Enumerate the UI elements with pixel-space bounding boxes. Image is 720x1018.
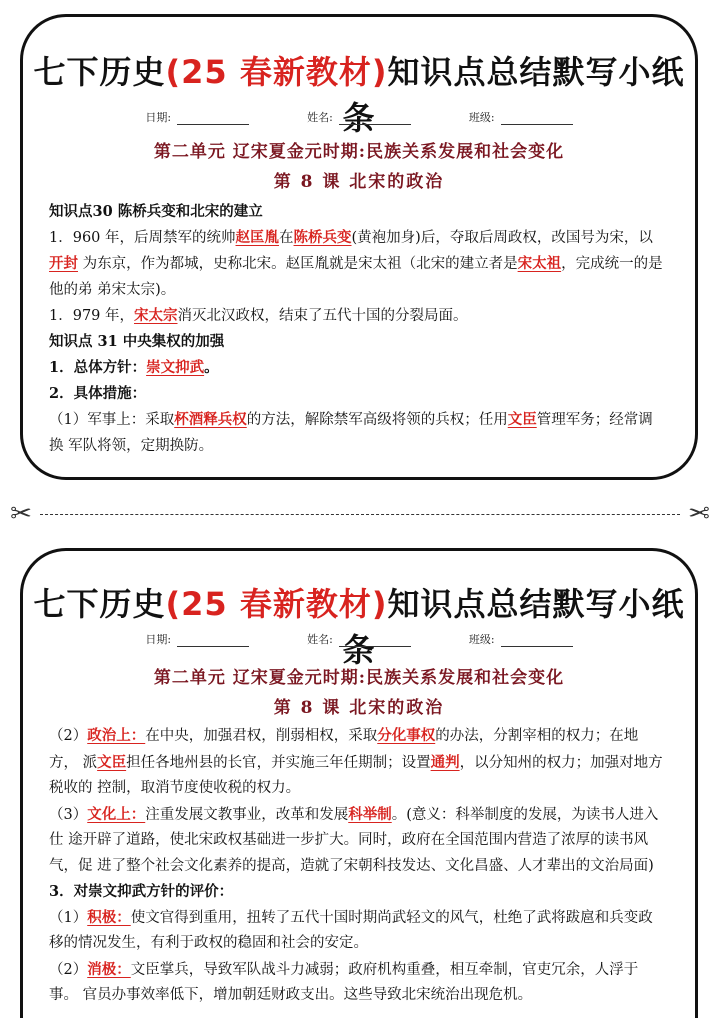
key-term: 赵匡胤 (235, 229, 280, 246)
paragraph-960: 1．960 年，后周禁军的统帅赵匡胤在陈桥兵变(黄袍加身)后，夺取后周政权，改国号为宋，以开封 为东京，作为都城，史称北宋。赵匡胤就是宋太祖（北宋的建立者是宋太祖，完成统一的是他的弟 弟宋太宗)。 (49, 229, 663, 298)
unit-heading: 第二单元 辽宋夏金元时期:民族关系发展和社会变化 (153, 668, 565, 688)
page-title (23, 47, 695, 139)
title-highlight: (25 春新教材) (165, 585, 388, 623)
paragraph-culture: （3）文化上：注重发展文教事业，改革和发展科举制。(意义：科举制度的发展，为读书人进入仕 途开辟了道路，使北宋政权基础进一步扩大。同时，政府在全国范围内营造了浓厚的读书风气，促 进了整个社会文化素养的提高，造就了宋朝科技发达、文化昌盛、人才辈出的文治局面) (49, 805, 659, 874)
key-term: 文臣 (97, 753, 127, 771)
lesson-heading: 第 8 课 北宋的政治 (273, 698, 445, 718)
page-title (23, 579, 695, 671)
date-field: 日期: (145, 109, 249, 125)
paragraph-measures: 2．具体措施： (49, 385, 147, 402)
paragraph-negative: （2）消极：文臣掌兵，导致军队战斗力减弱；政府机构重叠，相互牵制，官吏冗余，人浮于事。 官员办事效率低下，增加朝廷财政支出。这些导致北宋统治出现危机。 (49, 960, 639, 1003)
date-field: 日期: (145, 631, 249, 647)
class-field: 班级: (469, 109, 573, 125)
card-body (49, 199, 667, 459)
key-term: 宋太宗 (134, 307, 178, 324)
key-term: 杯酒释兵权 (174, 411, 247, 428)
title-suffix: 知识点总结默写小纸条 (342, 53, 685, 137)
key-term: 消极： (87, 960, 131, 978)
card-body (49, 723, 667, 1009)
note-card-top (20, 14, 698, 480)
key-term: 积极： (87, 908, 131, 926)
paragraph-politics: （2）政治上：在中央，加强君权，削弱相权，采取分化事权的办法，分割宰相的权力；在地方， 派文臣担任各地州县的长官，并实施三年任期制；设置通判，以分知州的权力；加强对地方税收的 控制，取消节度使收税的权力。 (49, 727, 663, 796)
paragraph-evaluation: 3．对崇文抑武方针的评价： (49, 883, 234, 900)
paragraph-979: 1．979 年，宋太宗消灭北汉政权，结束了五代十国的分裂局面。 (49, 307, 468, 324)
key-term: 崇文抑武 (146, 359, 205, 376)
title-highlight: (25 春新教材) (165, 53, 388, 91)
key-term: 分化事权 (377, 727, 436, 744)
key-term: 文化上： (87, 805, 146, 823)
unit-heading: 第二单元 辽宋夏金元时期:民族关系发展和社会变化 (153, 142, 565, 162)
paragraph-policy: 1．总体方针：崇文抑武。 (49, 359, 219, 376)
title-suffix: 知识点总结默写小纸条 (342, 585, 685, 669)
kp30-heading: 知识点30 陈桥兵变和北宋的建立 (49, 203, 263, 220)
key-term: 科举制 (348, 805, 392, 823)
cut-line (40, 514, 680, 515)
kp31-heading: 知识点 31 中央集权的加强 (49, 333, 225, 350)
key-term: 开封 (49, 255, 78, 272)
title-prefix: 七下历史 (33, 53, 166, 91)
scissors-icon: ✂ (10, 499, 32, 529)
lesson-heading: 第 8 课 北宋的政治 (273, 172, 445, 192)
name-field: 姓名: (307, 109, 411, 125)
scissors-icon: ✂ (688, 499, 710, 529)
paragraph-positive: （1）积极：使文官得到重用，扭转了五代十国时期尚武轻文的风气，杜绝了武将跋扈和兵变政移的情况发生，有利于政权的稳固和社会的安定。 (49, 908, 653, 951)
note-card-bottom (20, 548, 698, 1018)
class-field: 班级: (469, 631, 573, 647)
name-field: 姓名: (307, 631, 411, 647)
key-term: 文臣 (507, 411, 537, 428)
paragraph-military: （1）军事上：采取杯酒释兵权的方法，解除禁军高级将领的兵权；任用文臣管理军务；经常调换 军队将领，定期换防。 (49, 411, 653, 454)
key-term: 宋太祖 (517, 255, 562, 272)
key-term: 陈桥兵变 (293, 229, 352, 246)
title-prefix: 七下历史 (33, 585, 166, 623)
meta-fields (23, 631, 695, 647)
key-term: 通判 (430, 753, 460, 771)
key-term: 政治上： (87, 727, 146, 744)
meta-fields (23, 109, 695, 125)
